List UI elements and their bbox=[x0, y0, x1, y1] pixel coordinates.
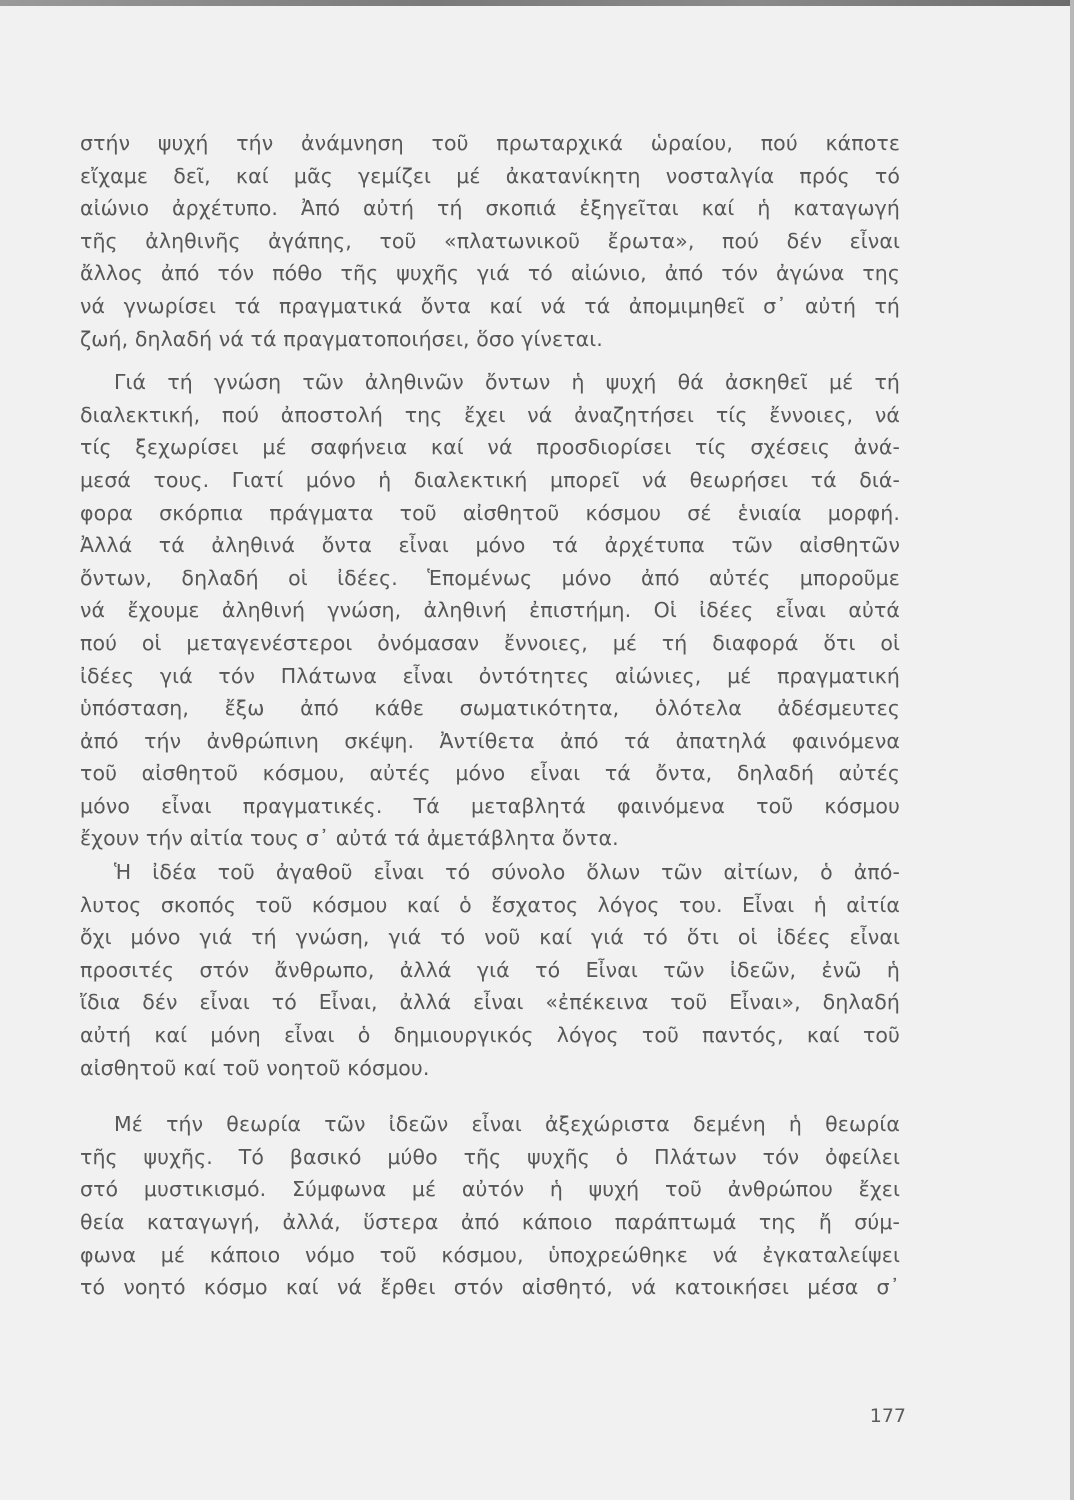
page-right-edge bbox=[1070, 0, 1074, 1500]
text-line: Γιά τή γνώση τῶν ἀληθινῶν ὄντων ἡ ψυχή θά ἀσκηθεῖ μέ τή bbox=[114, 370, 900, 395]
text-line: ἄλλος ἀπό τόν πόθο τῆς ψυχῆς γιά τό αἰώνιο, ἀπό τόν ἀγώνα της bbox=[80, 261, 900, 286]
paragraph-3 bbox=[80, 856, 900, 1084]
text-line: τοῦ αἰσθητοῦ κόσμου, αὐτές μόνο εἶναι τά ὄντα, δηλαδή αὐτές bbox=[80, 761, 900, 786]
text-line: ὄντων, δηλαδή οἱ ἰδέες. Ἑπομένως μόνο ἀπό αὐτές μποροῦμε bbox=[80, 565, 900, 590]
text-line: αἰώνιο ἀρχέτυπο. Ἀπό αὐτή τή σκοπιά ἐξηγεῖται καί ἡ καταγωγή bbox=[80, 196, 900, 221]
page-number: 177 bbox=[869, 1405, 906, 1427]
text-line: μεσά τους. Γιατί μόνο ἡ διαλεκτική μπορεῖ νά θεωρήσει τά διά- bbox=[80, 467, 900, 492]
text-line: λυτος σκοπός τοῦ κόσμου καί ὁ ἔσχατος λόγος του. Εἶναι ἡ αἰτία bbox=[80, 892, 900, 917]
text-line: προσιτές στόν ἄνθρωπο, ἀλλά γιά τό Εἶναι τῶν ἰδεῶν, ἐνῶ ἡ bbox=[80, 957, 900, 982]
text-line: τῆς ψυχῆς. Τό βασικό μύθο τῆς ψυχῆς ὁ Πλάτων τόν ὀφείλει bbox=[80, 1144, 900, 1169]
text-line: φωνα μέ κάποιο νόμο τοῦ κόσμου, ὑποχρεώθηκε νά ἐγκαταλείψει bbox=[80, 1242, 900, 1267]
text-line: Ἡ ἰδέα τοῦ ἀγαθοῦ εἶναι τό σύνολο ὅλων τῶν αἰτίων, ὁ ἀπό- bbox=[114, 860, 900, 885]
text-line: αὐτή καί μόνη εἶναι ὁ δημιουργικός λόγος τοῦ παντός, καί τοῦ bbox=[80, 1023, 900, 1048]
text-line: διαλεκτική, πού ἀποστολή της ἔχει νά ἀναζητήσει τίς ἔννοιες, νά bbox=[80, 402, 900, 427]
page-top-edge bbox=[0, 0, 1074, 6]
text-line: Μέ τήν θεωρία τῶν ἰδεῶν εἶναι ἀξεχώριστα δεμένη ἡ θεωρία bbox=[114, 1112, 900, 1137]
text-line: εἴχαμε δεῖ, καί μᾶς γεμίζει μέ ἀκατανίκητη νοσταλγία πρός τό bbox=[80, 163, 900, 188]
page-text-body bbox=[80, 127, 900, 1304]
text-line: νά ἔχουμε ἀληθινή γνώση, ἀληθινή ἐπιστήμη. Οἱ ἰδέες εἶναι αὐτά bbox=[80, 598, 900, 623]
text-line: τίς ξεχωρίσει μέ σαφήνεια καί νά προσδιορίσει τίς σχέσεις ἀνά- bbox=[80, 435, 900, 460]
text-line: νά γνωρίσει τά πραγματικά ὄντα καί νά τά ἀπομιμηθεῖ σ᾽ αὐτή τή bbox=[80, 293, 900, 318]
paragraph-2 bbox=[80, 366, 900, 855]
text-line: τό νοητό κόσμο καί νά ἔρθει στόν αἰσθητό, νά κατοικήσει μέσα σ᾽ bbox=[80, 1275, 900, 1300]
text-line: στό μυστικισμό. Σύμφωνα μέ αὐτόν ἡ ψυχή τοῦ ἀνθρώπου ἔχει bbox=[80, 1177, 900, 1202]
text-line: Ἀλλά τά ἀληθινά ὄντα εἶναι μόνο τά ἀρχέτυπα τῶν αἰσθητῶν bbox=[80, 533, 900, 558]
text-line: τῆς ἀληθινῆς ἀγάπης, τοῦ «πλατωνικοῦ ἔρωτα», πού δέν εἶναι bbox=[80, 228, 900, 253]
text-line: ἔχουν τήν αἰτία τους σ᾽ αὐτά τά ἀμετάβλητα ὄντα. bbox=[80, 826, 619, 851]
text-line: φορα σκόρπια πράγματα τοῦ αἰσθητοῦ κόσμου σέ ἑνιαία μορφή. bbox=[80, 500, 900, 525]
text-line: πού οἱ μεταγενέστεροι ὀνόμασαν ἔννοιες, μέ τή διαφορά ὅτι οἱ bbox=[80, 630, 900, 655]
text-line: ὑπόσταση, ἔξω ἀπό κάθε σωματικότητα, ὁλότελα ἀδέσμευτες bbox=[80, 696, 900, 721]
text-line: ἀπό τήν ἀνθρώπινη σκέψη. Ἀντίθετα ἀπό τά ἀπατηλά φαινόμενα bbox=[80, 728, 900, 753]
text-line: αἰσθητοῦ καί τοῦ νοητοῦ κόσμου. bbox=[80, 1055, 430, 1080]
text-line: ἴδια δέν εἶναι τό Εἶναι, ἀλλά εἶναι «ἐπέκεινα τοῦ Εἶναι», δηλαδή bbox=[80, 990, 900, 1015]
paragraph-4 bbox=[80, 1108, 900, 1304]
text-line: ὄχι μόνο γιά τή γνώση, γιά τό νοῦ καί γιά τό ὅτι οἱ ἰδέες εἶναι bbox=[80, 925, 900, 950]
text-line: μόνο εἶναι πραγματικές. Τά μεταβλητά φαινόμενα τοῦ κόσμου bbox=[80, 793, 900, 818]
paragraph-1 bbox=[80, 127, 900, 355]
text-line: ἰδέες γιά τόν Πλάτωνα εἶναι ὀντότητες αἰώνιες, μέ πραγματική bbox=[80, 663, 900, 688]
text-line: θεία καταγωγή, ἀλλά, ὕστερα ἀπό κάποιο παράπτωμά της ἤ σύμ- bbox=[80, 1210, 900, 1234]
text-line: στήν ψυχή τήν ἀνάμνηση τοῦ πρωταρχικά ὡραίου, πού κάποτε bbox=[80, 131, 900, 155]
text-line: ζωή, δηλαδή νά τά πραγματοποιήσει, ὅσο γίνεται. bbox=[80, 326, 603, 351]
